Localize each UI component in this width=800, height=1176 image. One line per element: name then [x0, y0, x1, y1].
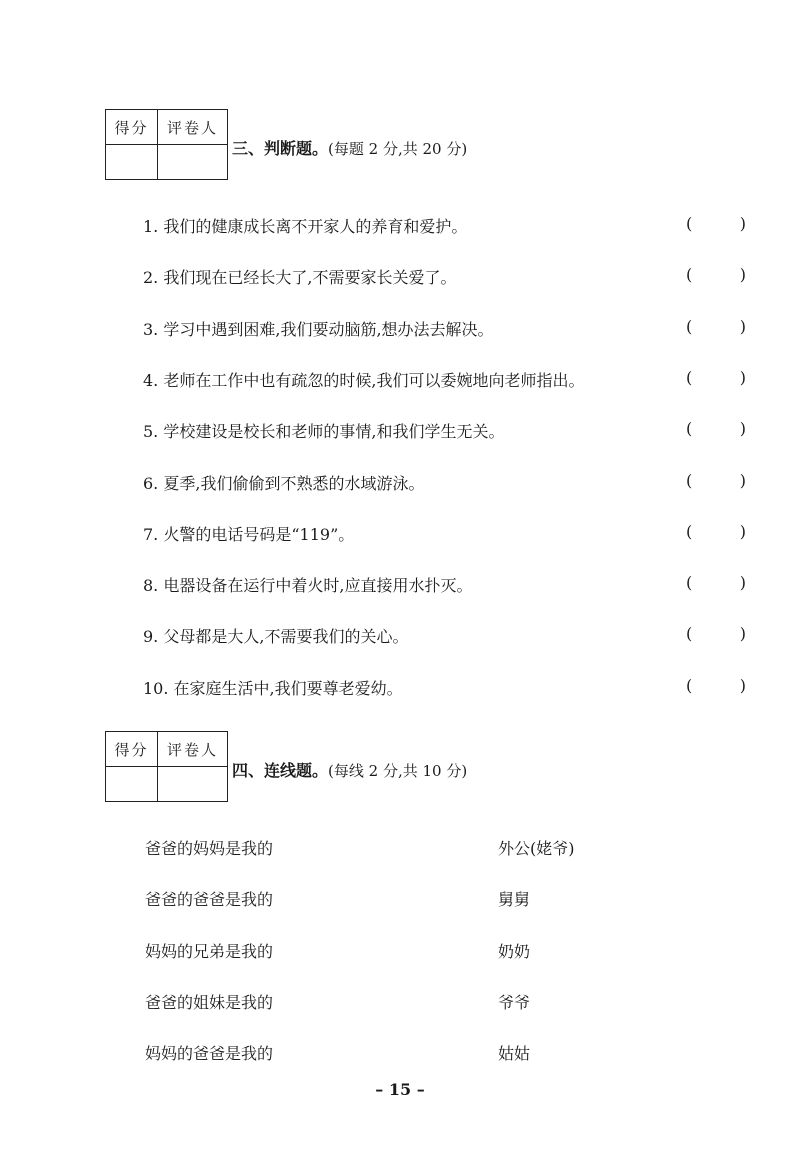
section4-title-text: 四、连线题。	[232, 761, 329, 780]
close-paren: )	[739, 419, 746, 438]
grader-label: 评卷人	[158, 732, 227, 767]
section3-title	[232, 136, 467, 159]
open-paren: (	[686, 676, 693, 695]
match-right-item[interactable]: 爷爷	[498, 993, 531, 1012]
answer-blank[interactable]	[686, 265, 746, 284]
judge-item-text: 8. 电器设备在运行中着火时,应直接用水扑灭。	[143, 576, 473, 595]
score-label: 得分	[106, 732, 158, 767]
score-cell[interactable]	[106, 145, 158, 179]
score-cell[interactable]	[106, 767, 158, 801]
score-box-section3	[105, 109, 228, 180]
open-paren: (	[686, 265, 693, 284]
answer-blank[interactable]	[686, 214, 746, 233]
open-paren: (	[686, 368, 693, 387]
match-right-item[interactable]: 姑姑	[498, 1044, 531, 1063]
match-left-item[interactable]: 妈妈的爸爸是我的	[145, 1044, 274, 1063]
judge-item-text: 9. 父母都是大人,不需要我们的关心。	[143, 627, 409, 646]
judge-item-text: 5. 学校建设是校长和老师的事情,和我们学生无关。	[143, 422, 505, 441]
match-right-item[interactable]: 奶奶	[498, 942, 531, 961]
answer-blank[interactable]	[686, 624, 746, 643]
close-paren: )	[739, 522, 746, 541]
section3-title-text: 三、判断题。	[232, 139, 329, 158]
score-box-section4	[105, 731, 228, 802]
match-right-item[interactable]: 外公(姥爷)	[498, 839, 575, 858]
judge-item-text: 10. 在家庭生活中,我们要尊老爱幼。	[143, 679, 403, 698]
judge-item-text: 7. 火警的电话号码是“119”。	[143, 525, 355, 544]
answer-blank[interactable]	[686, 471, 746, 490]
section4-note: (每线 2 分,共 10 分)	[328, 762, 468, 780]
judge-item-text: 1. 我们的健康成长离不开家人的养育和爱护。	[143, 217, 468, 236]
match-left-item[interactable]: 爸爸的妈妈是我的	[145, 839, 274, 858]
section4-title	[232, 758, 467, 781]
judge-item-text: 4. 老师在工作中也有疏忽的时候,我们可以委婉地向老师指出。	[143, 371, 585, 390]
grader-cell[interactable]	[158, 145, 227, 179]
open-paren: (	[686, 214, 693, 233]
match-left-item[interactable]: 爸爸的姐妹是我的	[145, 993, 274, 1012]
open-paren: (	[686, 624, 693, 643]
close-paren: )	[739, 624, 746, 643]
open-paren: (	[686, 573, 693, 592]
answer-blank[interactable]	[686, 573, 746, 592]
close-paren: )	[739, 368, 746, 387]
open-paren: (	[686, 317, 693, 336]
close-paren: )	[739, 676, 746, 695]
close-paren: )	[739, 573, 746, 592]
open-paren: (	[686, 471, 693, 490]
match-left-item[interactable]: 爸爸的爸爸是我的	[145, 890, 274, 909]
close-paren: )	[739, 265, 746, 284]
score-label: 得分	[106, 110, 158, 145]
judge-item-text: 3. 学习中遇到困难,我们要动脑筋,想办法去解决。	[143, 320, 494, 339]
grader-label: 评卷人	[158, 110, 227, 145]
close-paren: )	[739, 317, 746, 336]
close-paren: )	[739, 214, 746, 233]
judge-item-text: 2. 我们现在已经长大了,不需要家长关爱了。	[143, 268, 457, 287]
answer-blank[interactable]	[686, 676, 746, 695]
answer-blank[interactable]	[686, 522, 746, 541]
answer-blank[interactable]	[686, 317, 746, 336]
open-paren: (	[686, 419, 693, 438]
match-right-item[interactable]: 舅舅	[498, 890, 531, 909]
page-number: – 15 –	[375, 1080, 425, 1099]
answer-blank[interactable]	[686, 368, 746, 387]
open-paren: (	[686, 522, 693, 541]
close-paren: )	[739, 471, 746, 490]
section3-note: (每题 2 分,共 20 分)	[328, 140, 468, 158]
match-left-item[interactable]: 妈妈的兄弟是我的	[145, 942, 274, 961]
answer-blank[interactable]	[686, 419, 746, 438]
judge-item-text: 6. 夏季,我们偷偷到不熟悉的水域游泳。	[143, 474, 425, 493]
grader-cell[interactable]	[158, 767, 227, 801]
